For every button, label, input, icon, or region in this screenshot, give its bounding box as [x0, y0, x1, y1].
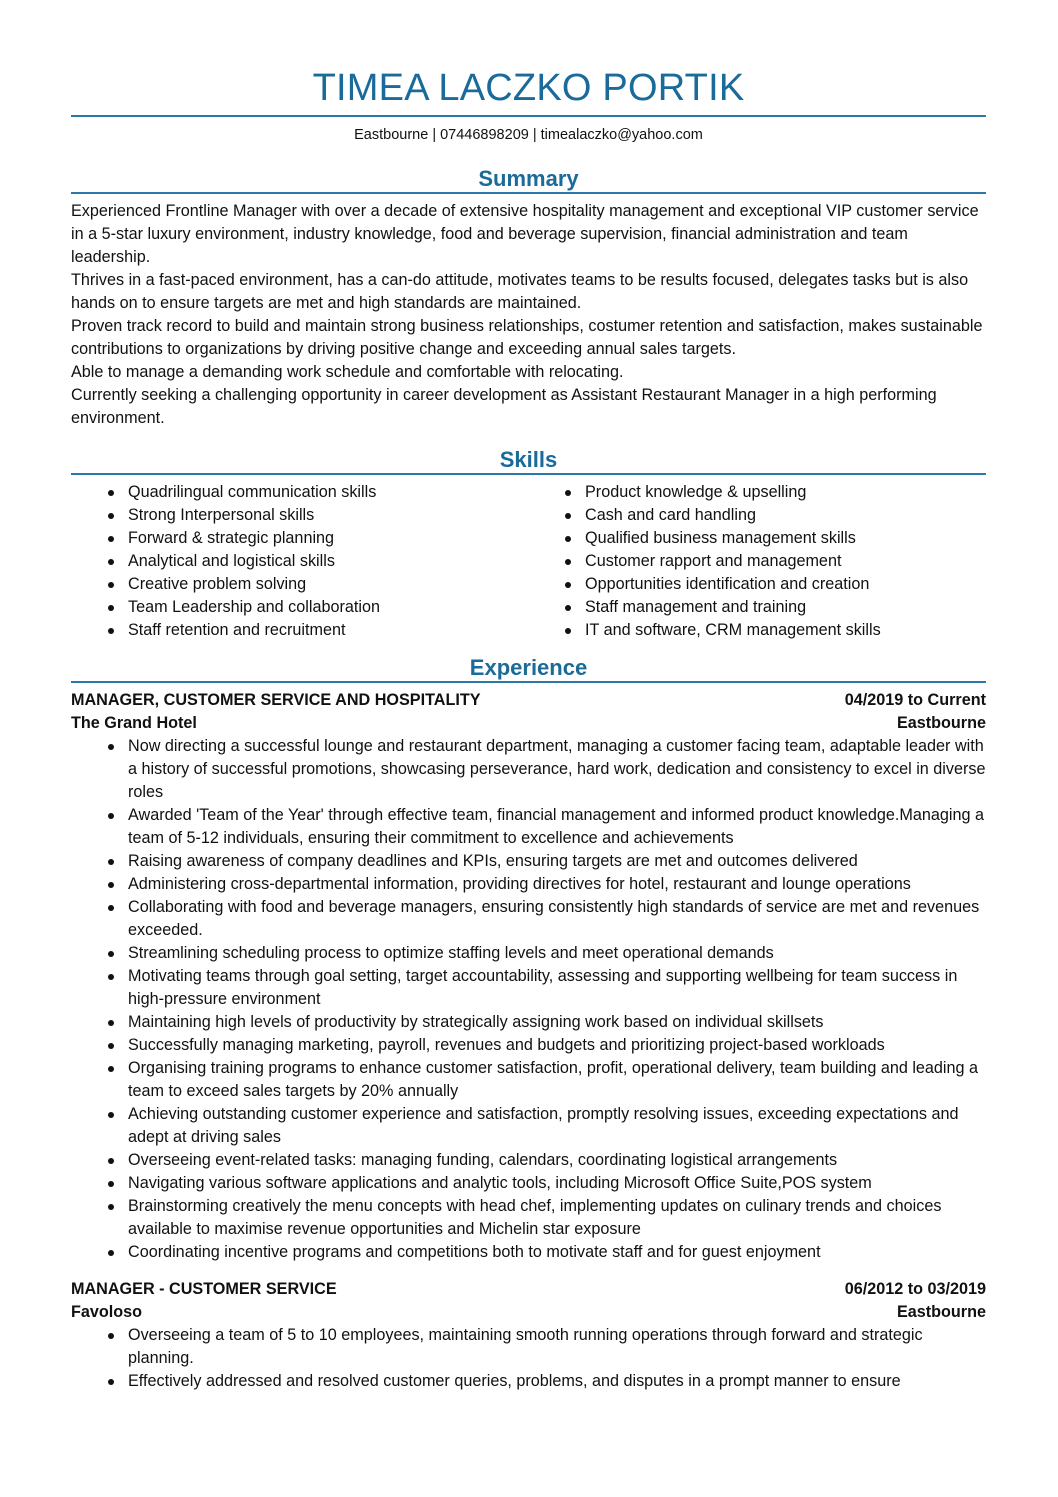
job-bullet: Now directing a successful lounge and restaurant department, managing a customer facing team, adaptable leader with a history of successful promotions, showcasing perseverance, hard work, dedication and consistency to excel in diverse roles	[71, 735, 986, 804]
skills-heading: Skills	[499, 447, 558, 472]
job-location: Eastbourne	[896, 1303, 986, 1321]
skill-item: Customer rapport and management	[528, 550, 985, 573]
summary-paragraph: Proven track record to build and maintain strong business relationships, costumer retention and satisfaction, makes sustainable contributions to organizations by driving positive change and exceeding annual sales targets.	[71, 317, 983, 358]
summary-section	[71, 200, 986, 430]
skill-item: Staff retention and recruitment	[71, 619, 528, 642]
job-bullet: Awarded 'Team of the Year' through effective team, financial management and informed product knowledge.Managing a team of 5-12 individuals, ensuring their commitment to excellence and achievements	[71, 804, 986, 850]
candidate-name: TIMEA LACZKO PORTIK	[312, 67, 745, 109]
job-bullet: Maintaining high levels of productivity by strategically assigning work based on individual skillsets	[71, 1011, 986, 1034]
job-bullet: Motivating teams through goal setting, target accountability, assessing and supporting wellbeing for team success in high-pressure environment	[71, 965, 986, 1011]
skill-item: Qualified business management skills	[528, 527, 985, 550]
header-divider	[71, 115, 986, 117]
skills-divider	[71, 473, 986, 475]
job-company-row	[71, 712, 986, 735]
job-entry	[71, 1278, 986, 1393]
skill-item: Staff management and training	[528, 596, 985, 619]
job-bullet: Successfully managing marketing, payroll, revenues and budgets and prioritizing project-based workloads	[71, 1034, 986, 1057]
job-bullet: Collaborating with food and beverage managers, ensuring consistently high standards of service are met and revenues exceeded.	[71, 896, 986, 942]
summary-paragraph: Experienced Frontline Manager with over a decade of extensive hospitality management and exceptional VIP customer service in a 5-star luxury environment, industry knowledge, food and beverage supervision, financial administration and team leadership.	[71, 202, 979, 266]
job-bullet: Brainstorming creatively the menu concepts with head chef, implementing updates on culinary trends and choices available to maximise revenue opportunities and Michelin star exposure	[71, 1195, 986, 1241]
experience-divider	[71, 681, 986, 683]
job-bullet: Overseeing event-related tasks: managing funding, calendars, coordinating logistical arrangements	[71, 1149, 986, 1172]
skills-list-left	[71, 481, 528, 642]
summary-heading: Summary	[478, 166, 579, 191]
experience-heading: Experience	[469, 655, 588, 680]
job-bullet: Administering cross-departmental information, providing directives for hotel, restaurant and lounge operations	[71, 873, 986, 896]
skill-item: Product knowledge & upselling	[528, 481, 985, 504]
job-bullets	[71, 735, 986, 1264]
job-bullet: Navigating various software applications and analytic tools, including Microsoft Office Suite,POS system	[71, 1172, 986, 1195]
summary-paragraph: Currently seeking a challenging opportunity in career development as Assistant Restaurant Manager in a high performing environment.	[71, 386, 937, 427]
skill-item: Opportunities identification and creation	[528, 573, 985, 596]
job-dates: 04/2019 to Current	[844, 691, 986, 709]
summary-paragraph: Thrives in a fast-paced environment, has a can-do attitude, motivates teams to be results focused, delegates tasks but is also hands on to ensure targets are met and high standards are maintained.	[71, 271, 969, 312]
skill-item: Team Leadership and collaboration	[71, 596, 528, 619]
job-entry	[71, 689, 986, 1264]
job-bullets	[71, 1324, 986, 1393]
job-bullet: Overseeing a team of 5 to 10 employees, maintaining smooth running operations through forward and strategic planning.	[71, 1324, 986, 1370]
job-role: MANAGER - CUSTOMER SERVICE	[71, 1280, 337, 1298]
skill-item: Analytical and logistical skills	[71, 550, 528, 573]
job-company: The Grand Hotel	[71, 714, 197, 732]
skills-section	[71, 481, 986, 642]
job-bullet: Raising awareness of company deadlines and KPIs, ensuring targets are met and outcomes delivered	[71, 850, 986, 873]
contact-info: Eastbourne | 07446898209 | timealaczko@yahoo.com	[354, 127, 703, 143]
skill-item: IT and software, CRM management skills	[528, 619, 985, 642]
summary-divider	[71, 192, 986, 194]
skill-item: Forward & strategic planning	[71, 527, 528, 550]
job-location: Eastbourne	[896, 714, 986, 732]
job-company: Favoloso	[71, 1303, 143, 1321]
job-company-row	[71, 1301, 986, 1324]
job-bullet: Streamlining scheduling process to optimize staffing levels and meet operational demands	[71, 942, 986, 965]
skill-item: Quadrilingual communication skills	[71, 481, 528, 504]
resume-page	[71, 0, 986, 1393]
skill-item: Creative problem solving	[71, 573, 528, 596]
job-bullet: Organising training programs to enhance customer satisfaction, profit, operational delivery, team building and leading a team to exceed sales targets by 20% annually	[71, 1057, 986, 1103]
skills-list-right	[528, 481, 985, 642]
summary-paragraph: Able to manage a demanding work schedule and comfortable with relocating.	[71, 363, 624, 381]
job-bullet: Effectively addressed and resolved customer queries, problems, and disputes in a prompt manner to ensure	[71, 1370, 986, 1393]
skill-item: Strong Interpersonal skills	[71, 504, 528, 527]
job-bullet: Coordinating incentive programs and competitions both to motivate staff and for guest enjoyment	[71, 1241, 986, 1264]
job-title-row	[71, 689, 986, 712]
skill-item: Cash and card handling	[528, 504, 985, 527]
job-dates: 06/2012 to 03/2019	[844, 1280, 986, 1298]
job-title-row	[71, 1278, 986, 1301]
job-role: MANAGER, CUSTOMER SERVICE AND HOSPITALITY	[71, 691, 481, 709]
job-bullet: Achieving outstanding customer experience and satisfaction, promptly resolving issues, exceeding expectations and adept at driving sales	[71, 1103, 986, 1149]
